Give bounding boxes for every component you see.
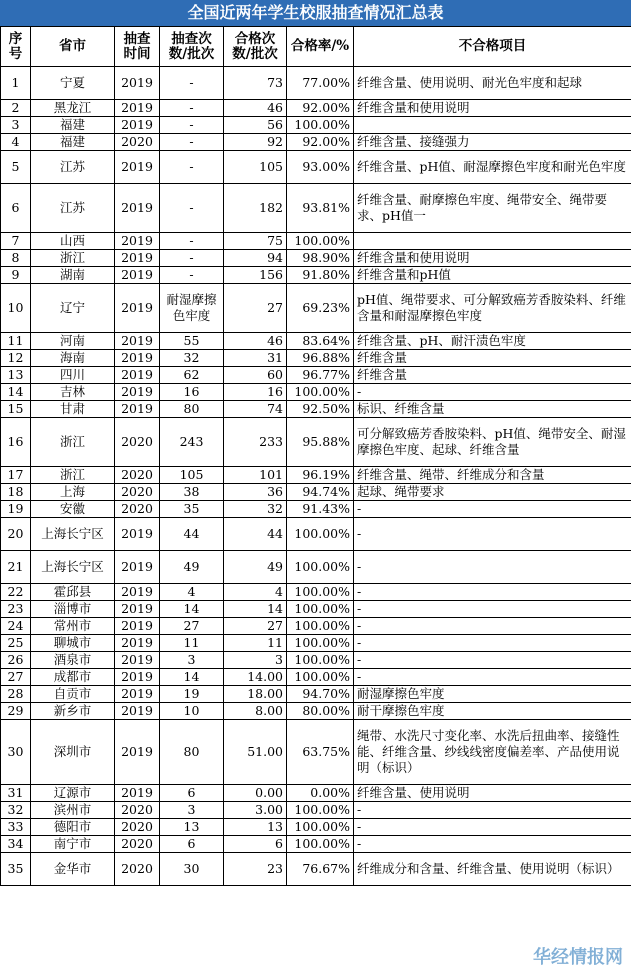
- cell-time: 2019: [115, 67, 160, 100]
- cell-seq: 16: [1, 418, 31, 467]
- cell-seq: 30: [1, 720, 31, 785]
- cell-items: 纤维含量、pH值、耐湿摩擦色牢度和耐光色牢度: [354, 151, 631, 184]
- table-row: [1, 151, 631, 184]
- table-row: [1, 584, 631, 601]
- cell-province: 上海长宁区: [31, 518, 115, 551]
- cell-time: 2020: [115, 484, 160, 501]
- cell-items: -: [354, 618, 631, 635]
- table-row: [1, 367, 631, 384]
- cell-sampled: 80: [160, 720, 224, 785]
- cell-rate: 100.00%: [287, 635, 354, 652]
- cell-rate: 91.43%: [287, 501, 354, 518]
- cell-sampled: 3: [160, 652, 224, 669]
- cell-time: 2019: [115, 785, 160, 802]
- cell-sampled: -: [160, 67, 224, 100]
- cell-province: 山西: [31, 233, 115, 250]
- cell-rate: 80.00%: [287, 703, 354, 720]
- cell-rate: 96.19%: [287, 467, 354, 484]
- cell-qualified: 74: [224, 401, 287, 418]
- cell-time: 2020: [115, 134, 160, 151]
- cell-time: 2019: [115, 618, 160, 635]
- cell-rate: 77.00%: [287, 67, 354, 100]
- table-row: [1, 618, 631, 635]
- cell-rate: 100.00%: [287, 618, 354, 635]
- cell-rate: 94.70%: [287, 686, 354, 703]
- cell-seq: 31: [1, 785, 31, 802]
- table-row: [1, 703, 631, 720]
- cell-time: 2019: [115, 284, 160, 333]
- cell-rate: 100.00%: [287, 117, 354, 134]
- cell-qualified: 11: [224, 635, 287, 652]
- cell-time: 2020: [115, 819, 160, 836]
- cell-seq: 35: [1, 853, 31, 886]
- cell-seq: 1: [1, 67, 31, 100]
- header-time: 抽查时间: [115, 27, 160, 67]
- cell-qualified: 36: [224, 484, 287, 501]
- cell-items: 纤维含量、使用说明、耐光色牢度和起球: [354, 67, 631, 100]
- table-title: 全国近两年学生校服抽查情况汇总表: [0, 0, 631, 26]
- cell-sampled: 35: [160, 501, 224, 518]
- cell-province: 深圳市: [31, 720, 115, 785]
- cell-seq: 5: [1, 151, 31, 184]
- cell-sampled: -: [160, 250, 224, 267]
- cell-time: 2019: [115, 267, 160, 284]
- cell-rate: 93.81%: [287, 184, 354, 233]
- cell-seq: 9: [1, 267, 31, 284]
- cell-sampled: -: [160, 117, 224, 134]
- table-row: [1, 384, 631, 401]
- cell-items: 纤维含量和使用说明: [354, 250, 631, 267]
- table-row: [1, 501, 631, 518]
- table-row: [1, 601, 631, 618]
- cell-province: 湖南: [31, 267, 115, 284]
- cell-time: 2019: [115, 100, 160, 117]
- cell-province: 江苏: [31, 184, 115, 233]
- cell-province: 海南: [31, 350, 115, 367]
- table-row: [1, 720, 631, 785]
- cell-province: 上海长宁区: [31, 551, 115, 584]
- cell-items: -: [354, 802, 631, 819]
- cell-rate: 100.00%: [287, 384, 354, 401]
- cell-qualified: 51.00: [224, 720, 287, 785]
- cell-items: 纤维含量和pH值: [354, 267, 631, 284]
- header-row: [1, 27, 631, 67]
- cell-sampled: -: [160, 151, 224, 184]
- header-rate: 合格率/%: [287, 27, 354, 67]
- cell-items: 纤维成分和含量、纤维含量、使用说明（标识）: [354, 853, 631, 886]
- cell-province: 四川: [31, 367, 115, 384]
- cell-qualified: 75: [224, 233, 287, 250]
- cell-sampled: 6: [160, 836, 224, 853]
- cell-qualified: 3.00: [224, 802, 287, 819]
- cell-sampled: 55: [160, 333, 224, 350]
- cell-province: 宁夏: [31, 67, 115, 100]
- header-seq: 序号: [1, 27, 31, 67]
- cell-time: 2019: [115, 551, 160, 584]
- cell-sampled: -: [160, 233, 224, 250]
- cell-rate: 100.00%: [287, 669, 354, 686]
- cell-time: 2019: [115, 384, 160, 401]
- cell-items: 纤维含量和使用说明: [354, 100, 631, 117]
- cell-sampled: 30: [160, 853, 224, 886]
- cell-time: 2019: [115, 686, 160, 703]
- cell-rate: 100.00%: [287, 551, 354, 584]
- cell-items: 纤维含量、绳带、纤维成分和含量: [354, 467, 631, 484]
- cell-seq: 18: [1, 484, 31, 501]
- cell-items: 绳带、水洗尺寸变化率、水洗后扭曲率、接缝性能、纤维含量、纱线线密度偏差率、产品使用说明（标识）: [354, 720, 631, 785]
- cell-province: 新乡市: [31, 703, 115, 720]
- table-row: [1, 785, 631, 802]
- table-row: [1, 233, 631, 250]
- cell-sampled: 耐湿摩擦色牢度: [160, 284, 224, 333]
- cell-province: 成都市: [31, 669, 115, 686]
- table-row: [1, 518, 631, 551]
- cell-rate: 98.90%: [287, 250, 354, 267]
- cell-seq: 12: [1, 350, 31, 367]
- cell-time: 2020: [115, 802, 160, 819]
- cell-province: 甘肃: [31, 401, 115, 418]
- cell-rate: 69.23%: [287, 284, 354, 333]
- cell-sampled: 19: [160, 686, 224, 703]
- cell-qualified: 3: [224, 652, 287, 669]
- table-row: [1, 418, 631, 467]
- cell-time: 2019: [115, 720, 160, 785]
- cell-rate: 0.00%: [287, 785, 354, 802]
- cell-qualified: 16: [224, 384, 287, 401]
- cell-rate: 100.00%: [287, 802, 354, 819]
- table-row: [1, 134, 631, 151]
- cell-province: 河南: [31, 333, 115, 350]
- cell-province: 浙江: [31, 467, 115, 484]
- cell-province: 福建: [31, 117, 115, 134]
- cell-qualified: 8.00: [224, 703, 287, 720]
- cell-sampled: 14: [160, 601, 224, 618]
- cell-province: 南宁市: [31, 836, 115, 853]
- cell-seq: 19: [1, 501, 31, 518]
- cell-time: 2019: [115, 151, 160, 184]
- cell-time: 2020: [115, 418, 160, 467]
- cell-sampled: 32: [160, 350, 224, 367]
- cell-time: 2019: [115, 584, 160, 601]
- cell-qualified: 14.00: [224, 669, 287, 686]
- table-row: [1, 819, 631, 836]
- cell-time: 2019: [115, 652, 160, 669]
- cell-items: 可分解致癌芳香胺染料、pH值、绳带安全、耐湿摩擦色牢度、起球、纤维含量: [354, 418, 631, 467]
- cell-seq: 34: [1, 836, 31, 853]
- header-items: 不合格项目: [354, 27, 631, 67]
- cell-rate: 94.74%: [287, 484, 354, 501]
- table-row: [1, 551, 631, 584]
- table-row: [1, 836, 631, 853]
- cell-seq: 7: [1, 233, 31, 250]
- table-row: [1, 484, 631, 501]
- cell-province: 浙江: [31, 250, 115, 267]
- cell-rate: 96.88%: [287, 350, 354, 367]
- cell-time: 2019: [115, 350, 160, 367]
- cell-province: 江苏: [31, 151, 115, 184]
- table-row: [1, 100, 631, 117]
- cell-time: 2019: [115, 669, 160, 686]
- cell-items: -: [354, 635, 631, 652]
- cell-qualified: 92: [224, 134, 287, 151]
- cell-sampled: 44: [160, 518, 224, 551]
- cell-qualified: 46: [224, 100, 287, 117]
- cell-time: 2020: [115, 836, 160, 853]
- header-qualified: 合格次数/批次: [224, 27, 287, 67]
- cell-time: 2019: [115, 250, 160, 267]
- cell-items: 纤维含量、接缝强力: [354, 134, 631, 151]
- cell-province: 吉林: [31, 384, 115, 401]
- cell-qualified: 182: [224, 184, 287, 233]
- cell-items: -: [354, 652, 631, 669]
- cell-rate: 100.00%: [287, 601, 354, 618]
- cell-sampled: -: [160, 184, 224, 233]
- cell-province: 霍邱县: [31, 584, 115, 601]
- cell-items: [354, 233, 631, 250]
- cell-province: 自贡市: [31, 686, 115, 703]
- inspection-table: [0, 26, 631, 886]
- table-row: [1, 350, 631, 367]
- cell-rate: 100.00%: [287, 836, 354, 853]
- cell-rate: 95.88%: [287, 418, 354, 467]
- cell-qualified: 156: [224, 267, 287, 284]
- cell-sampled: 243: [160, 418, 224, 467]
- cell-rate: 96.77%: [287, 367, 354, 384]
- cell-sampled: 16: [160, 384, 224, 401]
- cell-time: 2019: [115, 401, 160, 418]
- cell-seq: 21: [1, 551, 31, 584]
- cell-province: 金华市: [31, 853, 115, 886]
- cell-seq: 32: [1, 802, 31, 819]
- cell-rate: 100.00%: [287, 233, 354, 250]
- table-row: [1, 635, 631, 652]
- table-row: [1, 669, 631, 686]
- cell-time: 2019: [115, 601, 160, 618]
- cell-qualified: 56: [224, 117, 287, 134]
- cell-seq: 33: [1, 819, 31, 836]
- cell-time: 2020: [115, 467, 160, 484]
- cell-sampled: -: [160, 267, 224, 284]
- cell-rate: 83.64%: [287, 333, 354, 350]
- cell-sampled: 14: [160, 669, 224, 686]
- cell-seq: 14: [1, 384, 31, 401]
- cell-items: -: [354, 501, 631, 518]
- cell-items: -: [354, 669, 631, 686]
- cell-sampled: 6: [160, 785, 224, 802]
- cell-items: -: [354, 836, 631, 853]
- cell-qualified: 14: [224, 601, 287, 618]
- cell-rate: 93.00%: [287, 151, 354, 184]
- cell-time: 2020: [115, 853, 160, 886]
- cell-sampled: 62: [160, 367, 224, 384]
- cell-seq: 13: [1, 367, 31, 384]
- table-row: [1, 853, 631, 886]
- cell-seq: 6: [1, 184, 31, 233]
- cell-seq: 11: [1, 333, 31, 350]
- cell-seq: 24: [1, 618, 31, 635]
- cell-province: 辽源市: [31, 785, 115, 802]
- cell-sampled: 4: [160, 584, 224, 601]
- cell-items: -: [354, 518, 631, 551]
- table-row: [1, 333, 631, 350]
- table-body: [1, 67, 631, 886]
- cell-items: 纤维含量、pH、耐汗渍色牢度: [354, 333, 631, 350]
- cell-rate: 76.67%: [287, 853, 354, 886]
- cell-province: 上海: [31, 484, 115, 501]
- cell-seq: 10: [1, 284, 31, 333]
- cell-items: -: [354, 384, 631, 401]
- cell-qualified: 0.00: [224, 785, 287, 802]
- cell-items: 纤维含量、使用说明: [354, 785, 631, 802]
- table-row: [1, 67, 631, 100]
- cell-rate: 92.00%: [287, 100, 354, 117]
- cell-time: 2019: [115, 635, 160, 652]
- cell-items: -: [354, 584, 631, 601]
- cell-qualified: 27: [224, 284, 287, 333]
- table-row: [1, 686, 631, 703]
- table-row: [1, 250, 631, 267]
- cell-sampled: 38: [160, 484, 224, 501]
- cell-items: 纤维含量: [354, 367, 631, 384]
- cell-qualified: 60: [224, 367, 287, 384]
- cell-seq: 8: [1, 250, 31, 267]
- table-row: [1, 802, 631, 819]
- cell-qualified: 49: [224, 551, 287, 584]
- cell-seq: 2: [1, 100, 31, 117]
- cell-sampled: -: [160, 134, 224, 151]
- cell-province: 浙江: [31, 418, 115, 467]
- cell-province: 酒泉市: [31, 652, 115, 669]
- cell-sampled: -: [160, 100, 224, 117]
- cell-qualified: 18.00: [224, 686, 287, 703]
- cell-items: 标识、纤维含量: [354, 401, 631, 418]
- cell-qualified: 94: [224, 250, 287, 267]
- cell-province: 淄博市: [31, 601, 115, 618]
- cell-seq: 20: [1, 518, 31, 551]
- cell-time: 2020: [115, 501, 160, 518]
- cell-qualified: 32: [224, 501, 287, 518]
- cell-sampled: 80: [160, 401, 224, 418]
- cell-province: 德阳市: [31, 819, 115, 836]
- cell-rate: 100.00%: [287, 518, 354, 551]
- cell-rate: 100.00%: [287, 819, 354, 836]
- cell-sampled: 3: [160, 802, 224, 819]
- table-row: [1, 284, 631, 333]
- cell-rate: 91.80%: [287, 267, 354, 284]
- cell-province: 聊城市: [31, 635, 115, 652]
- cell-items: 纤维含量: [354, 350, 631, 367]
- cell-province: 安徽: [31, 501, 115, 518]
- table-row: [1, 267, 631, 284]
- cell-items: -: [354, 819, 631, 836]
- cell-seq: 4: [1, 134, 31, 151]
- cell-time: 2019: [115, 518, 160, 551]
- cell-time: 2019: [115, 117, 160, 134]
- cell-qualified: 44: [224, 518, 287, 551]
- header-sampled: 抽查次数/批次: [160, 27, 224, 67]
- cell-rate: 100.00%: [287, 652, 354, 669]
- cell-seq: 25: [1, 635, 31, 652]
- cell-time: 2019: [115, 367, 160, 384]
- cell-rate: 92.00%: [287, 134, 354, 151]
- cell-items: 纤维含量、耐摩擦色牢度、绳带安全、绳带要求、pH值一: [354, 184, 631, 233]
- cell-sampled: 10: [160, 703, 224, 720]
- cell-seq: 22: [1, 584, 31, 601]
- watermark: 华经情报网: [533, 947, 623, 968]
- table-row: [1, 652, 631, 669]
- cell-seq: 15: [1, 401, 31, 418]
- cell-rate: 100.00%: [287, 584, 354, 601]
- cell-seq: 23: [1, 601, 31, 618]
- cell-items: pH值、绳带要求、可分解致癌芳香胺染料、纤维含量和耐湿摩擦色牢度: [354, 284, 631, 333]
- cell-sampled: 13: [160, 819, 224, 836]
- cell-province: 福建: [31, 134, 115, 151]
- cell-sampled: 105: [160, 467, 224, 484]
- cell-province: 辽宁: [31, 284, 115, 333]
- cell-items: 耐湿摩擦色牢度: [354, 686, 631, 703]
- cell-qualified: 31: [224, 350, 287, 367]
- header-province: 省市: [31, 27, 115, 67]
- cell-seq: 27: [1, 669, 31, 686]
- cell-seq: 29: [1, 703, 31, 720]
- cell-items: -: [354, 551, 631, 584]
- cell-province: 滨州市: [31, 802, 115, 819]
- cell-items: 起球、绳带要求: [354, 484, 631, 501]
- cell-seq: 3: [1, 117, 31, 134]
- cell-seq: 26: [1, 652, 31, 669]
- cell-items: -: [354, 601, 631, 618]
- cell-items: 耐干摩擦色牢度: [354, 703, 631, 720]
- cell-qualified: 27: [224, 618, 287, 635]
- cell-seq: 17: [1, 467, 31, 484]
- cell-qualified: 46: [224, 333, 287, 350]
- cell-qualified: 23: [224, 853, 287, 886]
- cell-rate: 92.50%: [287, 401, 354, 418]
- cell-rate: 63.75%: [287, 720, 354, 785]
- cell-time: 2019: [115, 233, 160, 250]
- cell-time: 2019: [115, 703, 160, 720]
- table-row: [1, 401, 631, 418]
- table-row: [1, 467, 631, 484]
- cell-qualified: 73: [224, 67, 287, 100]
- cell-time: 2019: [115, 333, 160, 350]
- cell-qualified: 105: [224, 151, 287, 184]
- cell-province: 常州市: [31, 618, 115, 635]
- cell-qualified: 233: [224, 418, 287, 467]
- cell-qualified: 6: [224, 836, 287, 853]
- cell-items: [354, 117, 631, 134]
- cell-time: 2019: [115, 184, 160, 233]
- table-row: [1, 117, 631, 134]
- cell-seq: 28: [1, 686, 31, 703]
- cell-sampled: 11: [160, 635, 224, 652]
- cell-qualified: 101: [224, 467, 287, 484]
- cell-sampled: 27: [160, 618, 224, 635]
- cell-qualified: 4: [224, 584, 287, 601]
- cell-qualified: 13: [224, 819, 287, 836]
- table-row: [1, 184, 631, 233]
- cell-province: 黑龙江: [31, 100, 115, 117]
- cell-sampled: 49: [160, 551, 224, 584]
